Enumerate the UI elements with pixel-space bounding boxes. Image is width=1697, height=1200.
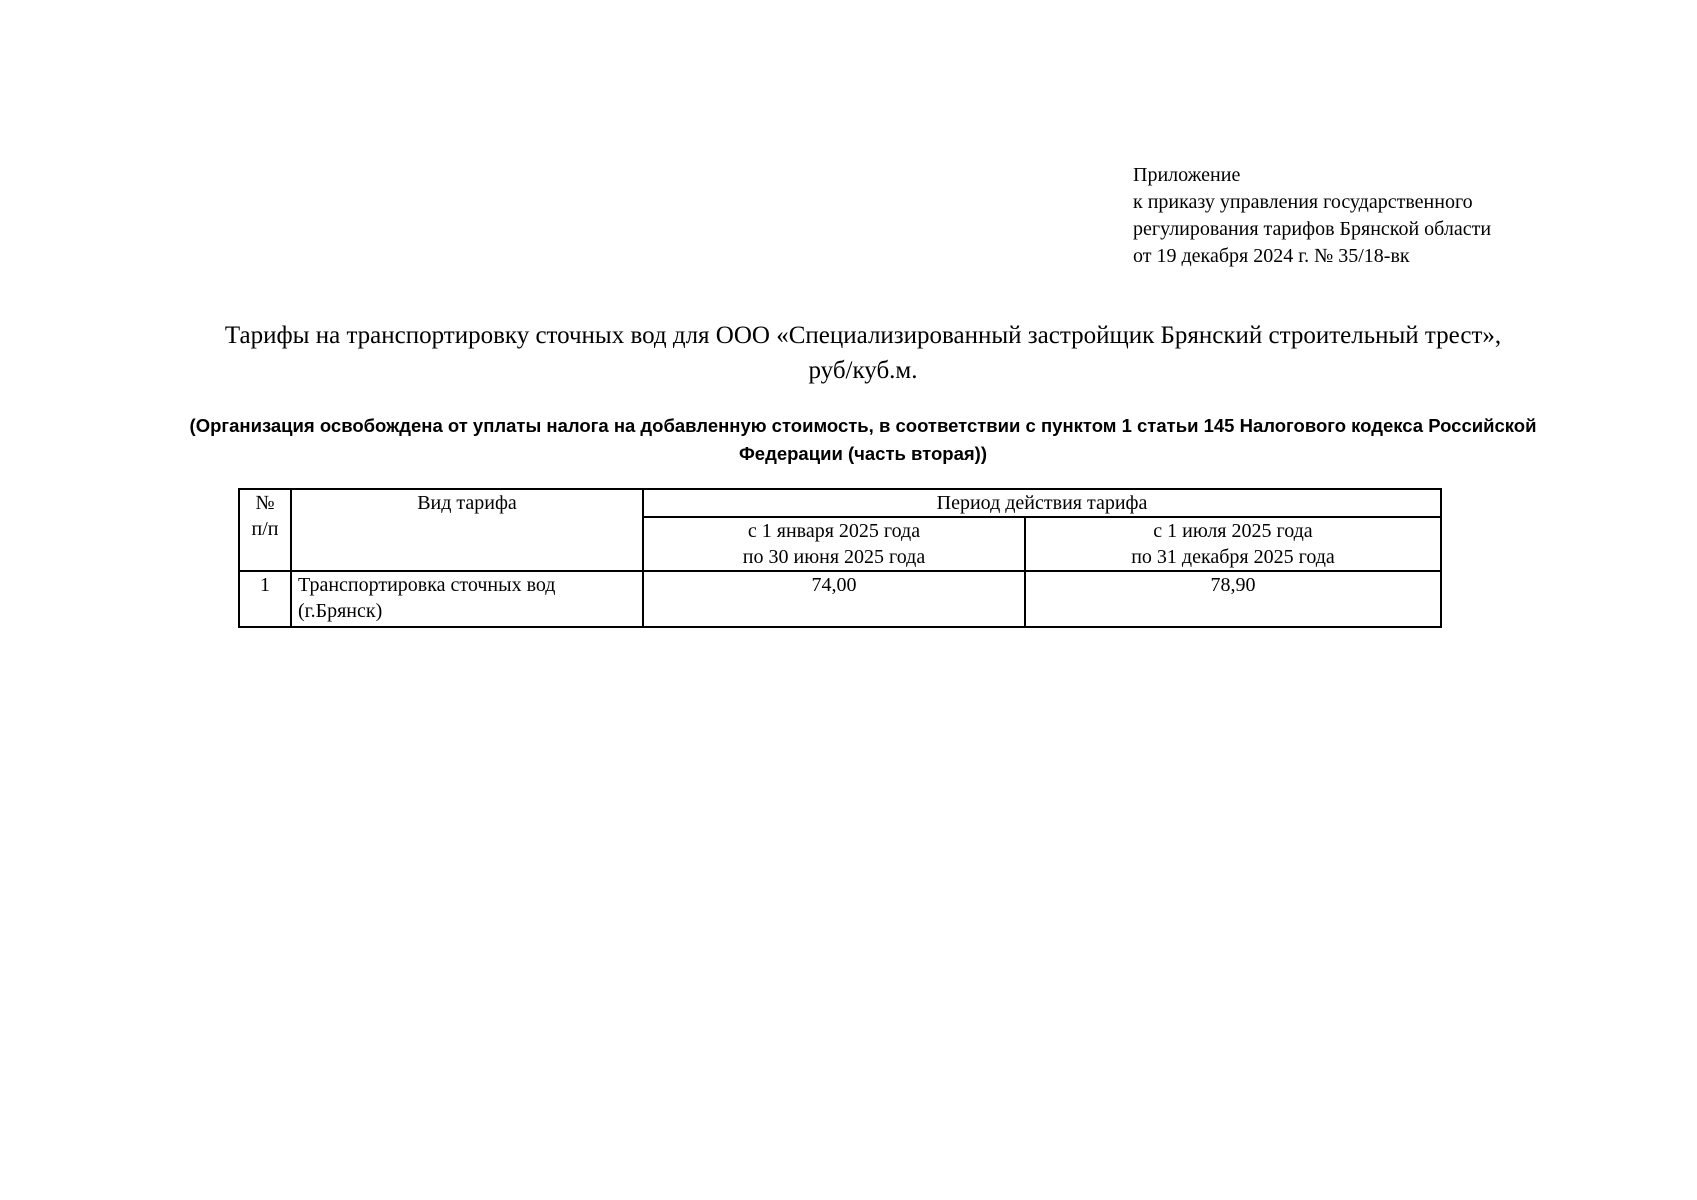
cell-num: 1 [239,571,291,627]
note-line: Федерации (часть вторая)) [739,443,987,464]
cell-kind-line: (г.Брянск) [298,600,383,622]
tariffs-table [238,488,1442,628]
appendix-line: регулирования тарифов Брянской области [1133,218,1492,240]
vat-note [140,412,1586,468]
cell-kind [291,571,643,627]
appendix-line: Приложение [1133,164,1241,186]
cell-value-period2: 78,90 [1025,571,1441,627]
table-row [239,571,1441,627]
cell-value-period1: 74,00 [643,571,1025,627]
appendix-block [1133,162,1491,270]
note-line: (Организация освобождена от уплаты налога на добавленную стоимость, в соответствии с пунктом 1 статьи 145 Налогового кодекса Российской [189,415,1537,436]
header-num-line: п/п [251,518,279,540]
header-period-line: с 1 июля 2025 года [1153,520,1313,542]
appendix-line: от 19 декабря 2024 г. № 35/18-вк [1133,245,1410,267]
header-period: Период действия тарифа [643,489,1441,517]
header-kind: Вид тарифа [291,489,643,571]
cell-kind-line: Транспортировка сточных вод [298,574,556,596]
document-title [120,318,1606,388]
title-line: руб/куб.м. [808,357,918,384]
header-period-line: с 1 января 2025 года [747,520,921,542]
header-period1 [643,517,1025,571]
header-period2 [1025,517,1441,571]
title-line: Тарифы на транспортировку сточных вод для ООО «Специализированный застройщик Брянский строительный трест», [224,322,1502,349]
header-period-line: по 31 декабря 2025 года [1131,546,1335,568]
header-num-line: № [255,492,275,514]
header-num [239,489,291,571]
header-period-line: по 30 июня 2025 года [742,546,926,568]
appendix-line: к приказу управления государственного [1133,191,1473,213]
table-header-row [239,489,1441,517]
